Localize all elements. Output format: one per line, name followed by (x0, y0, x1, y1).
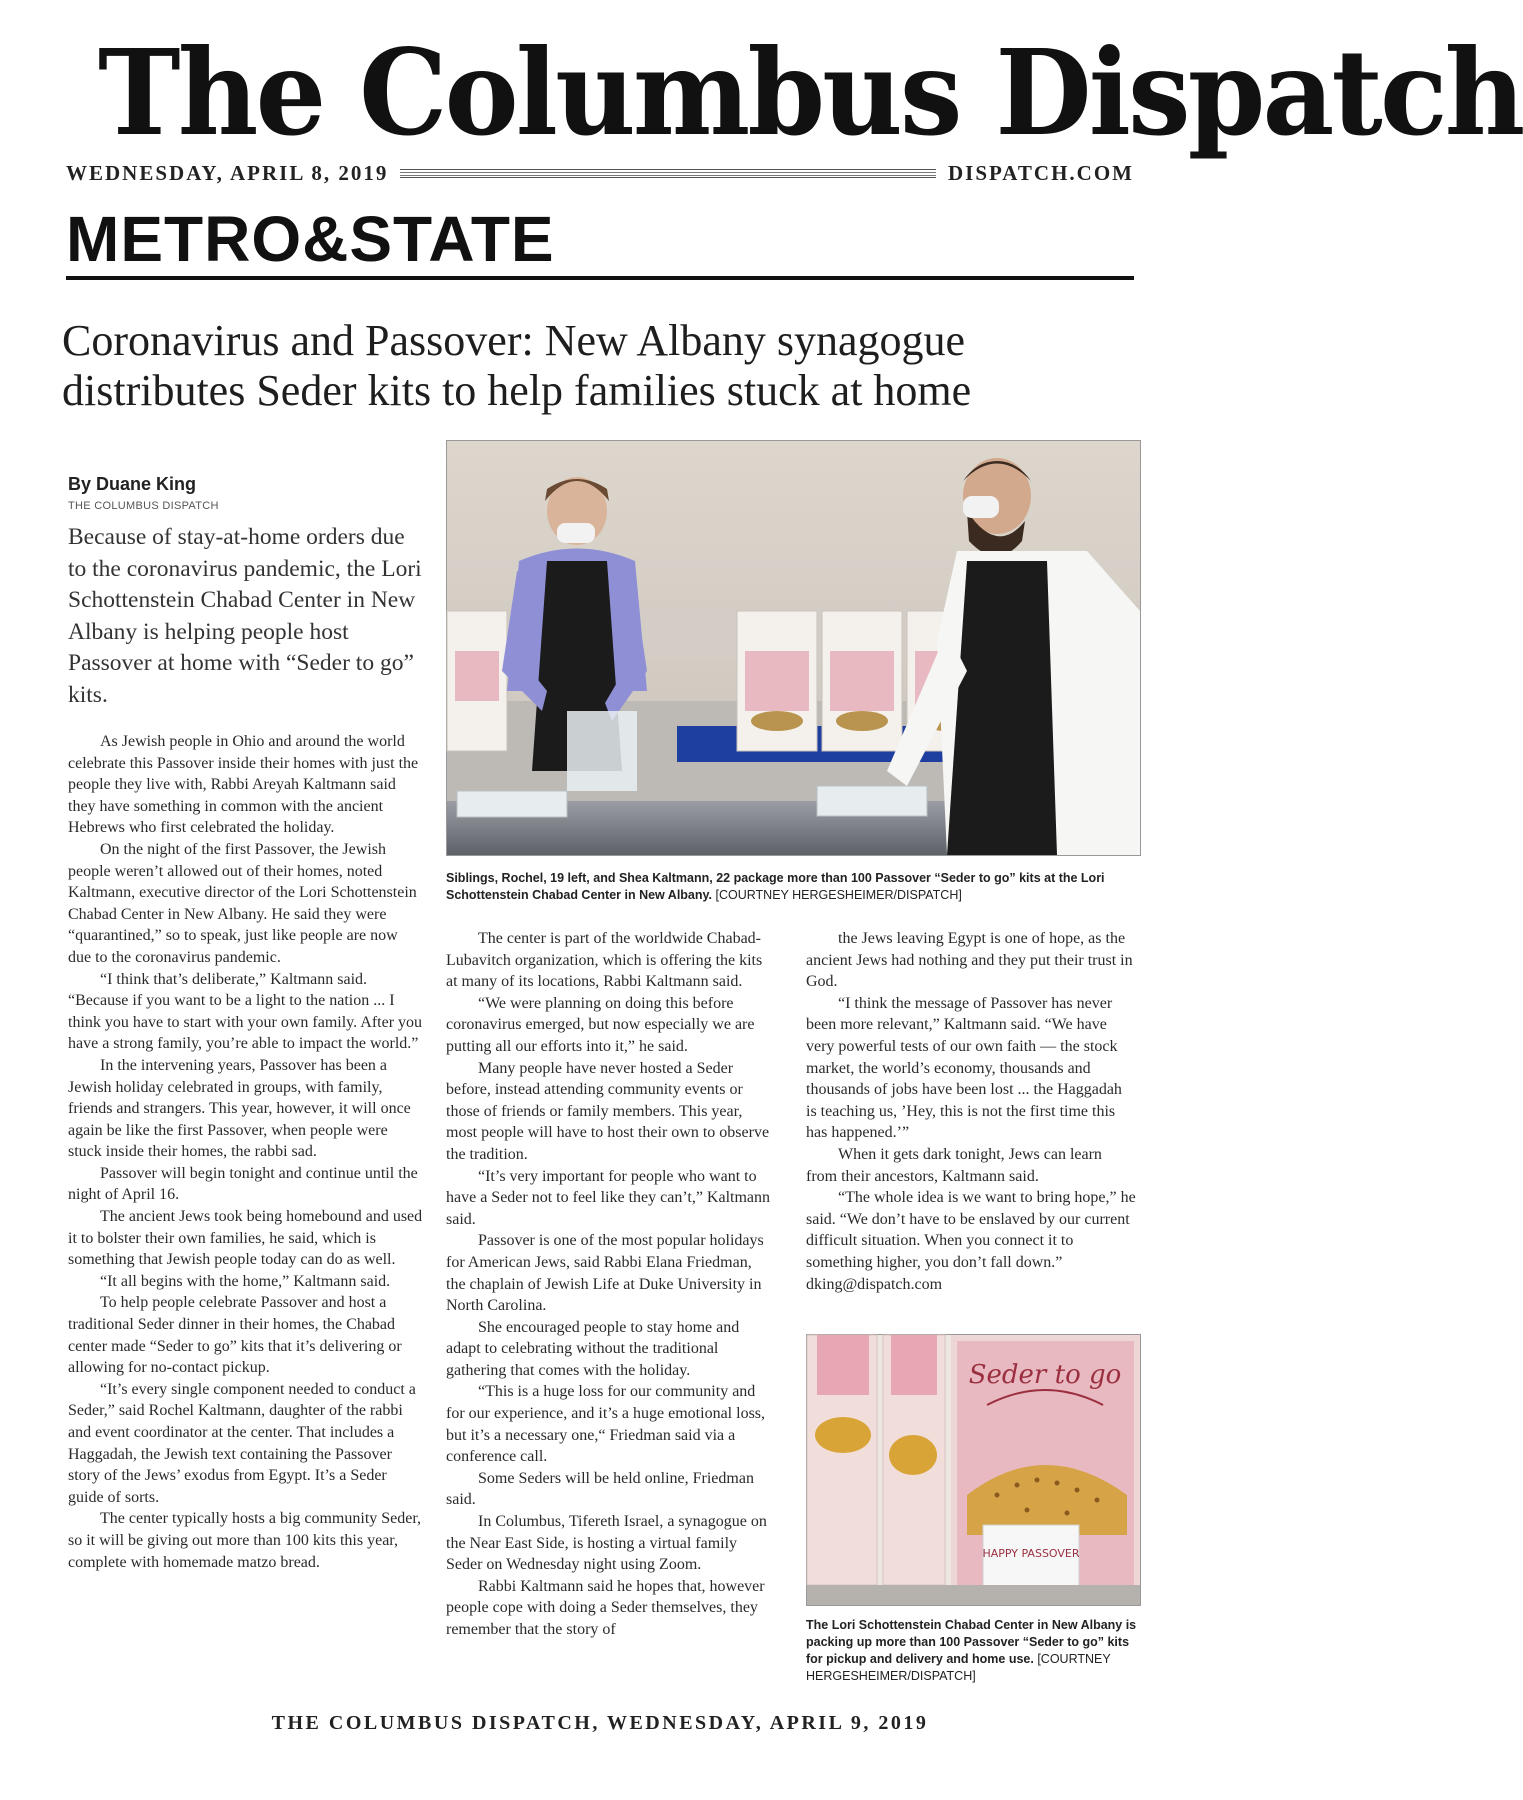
article-deck: Because of stay-at-home orders due to the coronavirus pandemic, the Lori Schottenstein Chabad Center in New Albany is helping people host Passover at home with “Seder to go” kits. (68, 524, 422, 708)
paragraph: When it gets dark tonight, Jews can learn from their ancestors, Kaltmann said. (806, 1145, 1102, 1185)
paragraph: As Jewish people in Ohio and around the world celebrate this Passover inside their homes with just the people they live with, Rabbi Areyah Kaltmann said they have something in common with the ancient Hebrews who first celebrated the holiday. (68, 733, 419, 837)
dateline-rule (400, 169, 936, 178)
dateline (66, 160, 1134, 186)
paragraph: In the intervening years, Passover has been a Jewish holiday celebrated in groups, with family, friends and strangers. This year, however, it will once again be like the first Passover, when people were stuck inside their homes, the rabbi sad. (68, 1056, 411, 1161)
photo-illustration (807, 1335, 1140, 1605)
photo2-caption-text: The Lori Schottenstein Chabad Center in New Albany is packing up more than 100 Passover “Seder to go” kits for pickup and delivery and home use. (806, 1618, 1137, 1666)
paragraph: The center typically hosts a big community Seder, so it will be giving out more than 100 kits this year, complete with homemade matzo bread. (68, 1510, 422, 1571)
paragraph: the Jews leaving Egypt is one of hope, as the ancient Jews had nothing and they put their trust in God. (806, 930, 1133, 991)
kit-box-lettering-seder: Seder to go (968, 1360, 1122, 1390)
article-headline: Coronavirus and Passover: New Albany synagogue distributes Seder kits to help families stuck at home (62, 316, 972, 415)
paragraph: Rabbi Kaltmann said he hopes that, however people cope with doing a Seder themselves, they remember that the story of (446, 1577, 765, 1638)
paragraph: The center is part of the worldwide Chabad-Lubavitch organization, which is offering the kits at many of its locations, Rabbi Kaltmann said. (446, 930, 763, 991)
photo2-credit: [COURTNEY HERGESHEIMER/DISPATCH] (806, 1652, 1111, 1683)
paragraph: “It’s every single component needed to conduct a Seder,” said Rochel Kaltmann, daughter of the rabbi and event coordinator at the center. That includes a Haggadah, the Jewish text containing the Passover story of the Jews’ exodus from Egypt. It’s a Seder guide of sorts. (68, 1380, 416, 1506)
byline: By Duane King (68, 474, 197, 494)
photo-seder-kits (806, 1334, 1141, 1606)
article-column-2 (446, 928, 774, 1641)
masthead-title: The Columbus Dispatch (98, 23, 1523, 162)
issue-date: WEDNESDAY, APRIL 8, 2019 (66, 160, 389, 185)
paragraph: “This is a huge loss for our community and for our experience, and it’s a huge emotional loss, but it’s a necessary one,“ Friedman said via a conference call. (446, 1383, 766, 1466)
page-footer: THE COLUMBUS DISPATCH, WEDNESDAY, APRIL 9, 2019 (271, 1712, 929, 1734)
paragraph: Some Seders will be held online, Friedman said. (446, 1469, 754, 1509)
section-divider (66, 276, 1134, 280)
photo1-credit: [COURTNEY HERGESHEIMER/DISPATCH] (715, 888, 962, 902)
photo1-caption-text: Siblings, Rochel, 19 left, and Shea Kaltmann, 22 package more than 100 Passover “Seder to go” kits at the Lori Schottenstein Chabad Center in New Albany. (446, 871, 1105, 902)
website-link[interactable]: DISPATCH.COM (948, 160, 1134, 185)
paragraph: “It all begins with the home,” Kaltmann said. (100, 1272, 391, 1290)
photo-illustration (447, 441, 1140, 855)
article-column-3 (806, 928, 1136, 1295)
section-title: METRO&STATE (66, 203, 555, 275)
paragraph: Passover is one of the most popular holidays for American Jews, said Rabbi Elana Friedman, the chaplain of Jewish Life at Duke University in North Carolina. (446, 1232, 764, 1315)
paragraph: “It’s very important for people who want to have a Seder not to feel like they can’t,” Kaltmann said. (446, 1167, 771, 1228)
paragraph: To help people celebrate Passover and host a traditional Seder dinner in their homes, the Chabad center made “Seder to go” kits that it’s delivering or allowing for no-contact pickup. (68, 1294, 402, 1377)
paragraph: “I think that’s deliberate,” Kaltmann said. “Because if you want to be a light to the nation ... I think you have to start with your own family. After you have a strong family, you’re able to impact the world.” (68, 970, 423, 1053)
paragraph: “The whole idea is we want to bring hope,” he said. “We don’t have to be enslaved by our current difficult situation. When you connect it to something higher, you don’t fall down.” dking@dispatch.com (806, 1189, 1136, 1293)
paragraph: In Columbus, Tifereth Israel, a synagogue on the Near East Side, is hosting a virtual family Seder on Wednesday night using Zoom. (446, 1513, 767, 1574)
paragraph: She encouraged people to stay home and adapt to celebrating without the traditional gathering that comes with the holiday. (446, 1318, 740, 1379)
photo1-caption (446, 870, 1146, 904)
photo-volunteers-packing-kits (446, 440, 1141, 856)
paragraph: Many people have never hosted a Seder before, instead attending community events or those of friends or family members. This year, most people will have to host their own to observe the tradition. (446, 1059, 770, 1163)
paragraph: “I think the message of Passover has never been more relevant,” Kaltmann said. “We have very powerful tests of our own faith — the stock market, the world’s economy, thousands and thousands of jobs have been lost ... the Haggadah is teaching us, ’Hey, this is not the first time this has happened.’” (806, 994, 1122, 1142)
paragraph: The ancient Jews took being homebound and used it to bolster their own families, he said, which is something that Jewish people today can do as well. (68, 1208, 423, 1269)
paragraph: “We were planning on doing this before coronavirus emerged, but now especially we are putting all our efforts into it,” he said. (446, 994, 755, 1055)
paragraph: On the night of the first Passover, the Jewish people weren’t allowed out of their homes, noted Kaltmann, executive director of the Lori Schottenstein Chabad Center in New Albany. He said they were “quarantined,” so to speak, just like people are now due to the coronavirus pandemic. (68, 840, 417, 966)
photo2-caption (806, 1617, 1140, 1685)
kit-card-lettering-happy-passover: HAPPY PASSOVER (982, 1547, 1080, 1560)
paragraph: Passover will begin tonight and continue until the night of April 16. (68, 1164, 418, 1204)
byline-source: THE COLUMBUS DISPATCH (68, 500, 219, 512)
article-column-1 (68, 731, 424, 1573)
